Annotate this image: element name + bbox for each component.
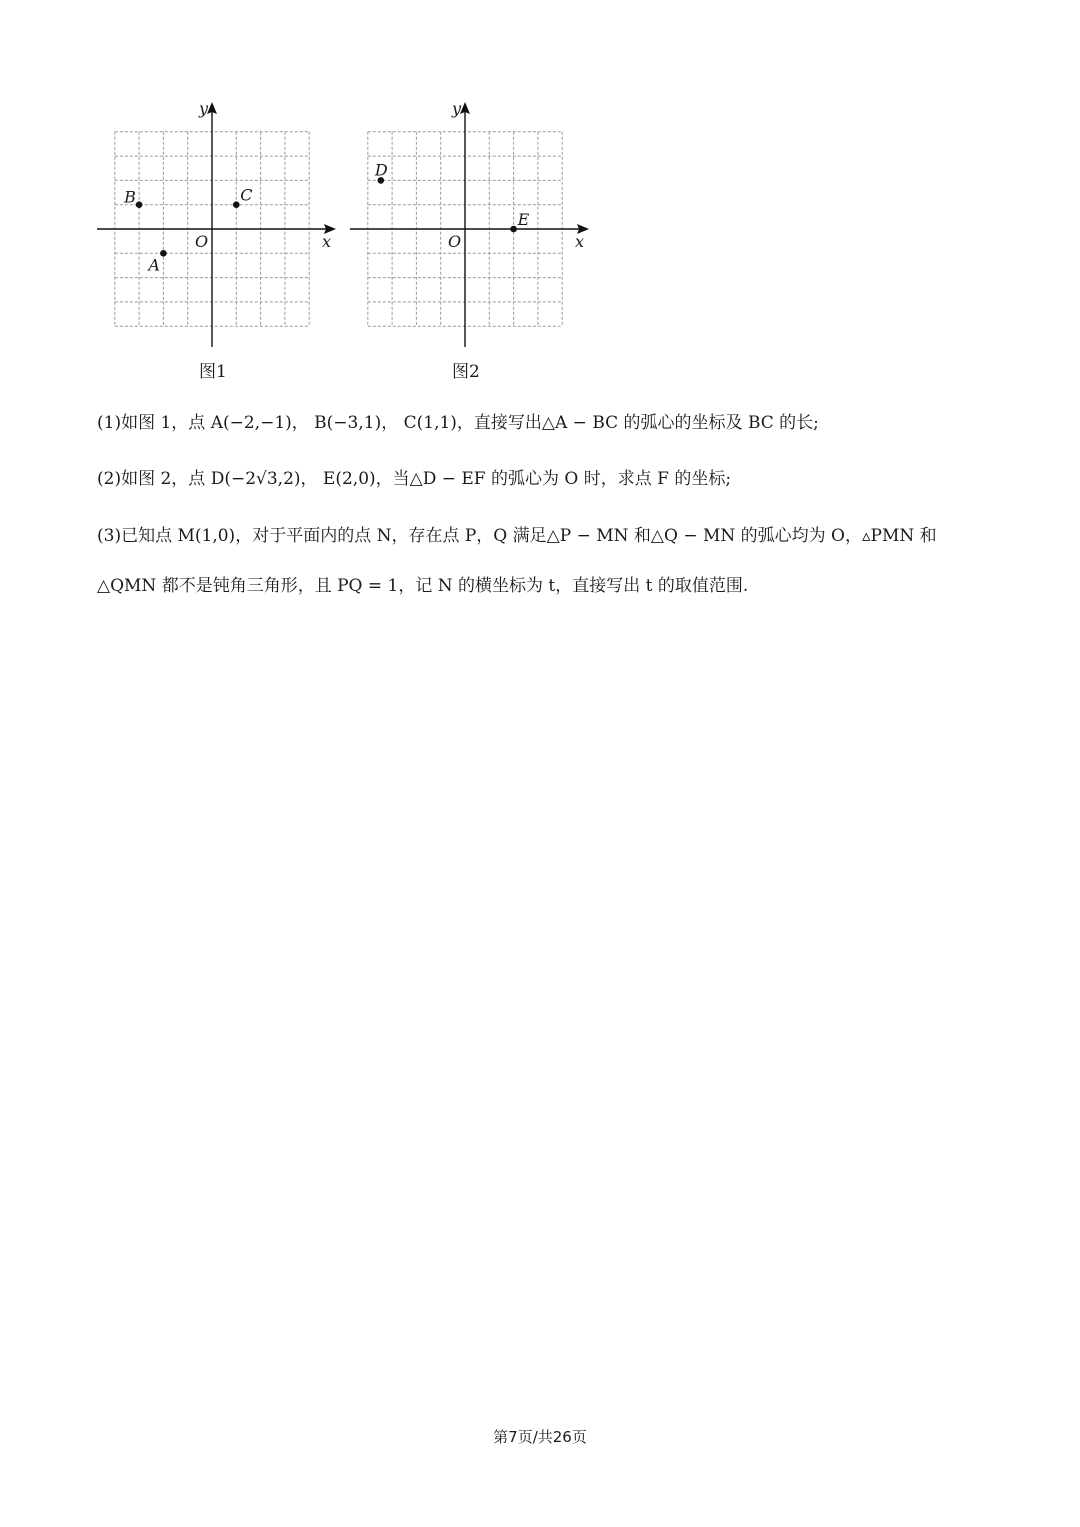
figures	[90, 95, 610, 390]
x-axis-label: x	[322, 232, 332, 251]
point-label-e: E	[517, 210, 530, 229]
y-axis-label: y	[199, 99, 209, 118]
x-axis-label: x	[575, 232, 585, 251]
point-c	[233, 201, 240, 208]
figure-caption: 图1	[199, 362, 227, 382]
point-label-b: B	[124, 187, 136, 207]
point-a	[160, 250, 167, 257]
coordinate-figures	[90, 95, 610, 390]
origin-label: O	[195, 232, 209, 251]
page-footer: 第7页/共26页	[493, 1428, 587, 1446]
point-e	[510, 226, 517, 233]
y-axis-label: y	[452, 99, 462, 118]
question-3-line-2: △QMN 都不是钝角三角形，且 PQ = 1，记 N 的横坐标为 t，直接写出 t 的取值范围.	[97, 576, 749, 596]
point-label-a: A	[148, 255, 160, 275]
origin-label: O	[448, 232, 462, 251]
question-3-line-1: (3)已知点 M(1,0)，对于平面内的点 N，存在点 P，Q 满足△P − MN 和△Q − MN 的弧心均为 O，▵PMN 和	[97, 526, 937, 546]
point-b	[136, 201, 143, 208]
point-label-c: C	[240, 185, 253, 205]
figure-caption: 图2	[452, 362, 480, 382]
question-1: (1)如图 1，点 A(−2,−1)， B(−3,1)， C(1,1)，直接写出△A − BC 的弧心的坐标及 BC 的长;	[97, 413, 819, 433]
point-label-d: D	[374, 160, 388, 180]
question-2: (2)如图 2，点 D(−2√3,2)， E(2,0)，当△D − EF 的弧心为 O 时，求点 F 的坐标;	[97, 469, 732, 489]
